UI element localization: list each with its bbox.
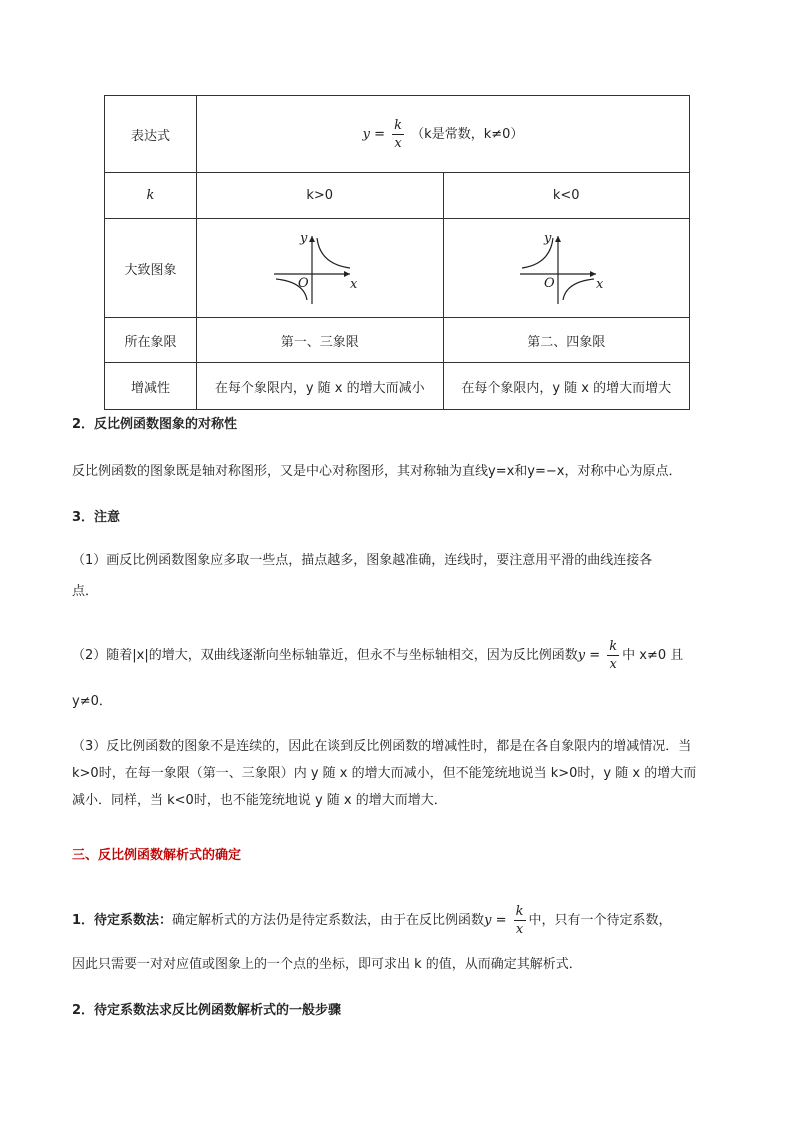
- graph-label: 大致图象: [105, 219, 197, 318]
- note-1-line-2: 点．: [72, 584, 99, 599]
- expr-formula: y = $\frac{k}{x}$ （k是常数，k≠0）: [197, 96, 690, 173]
- x-axis-label: x: [596, 277, 604, 292]
- method-1-line-1: 1．待定系数法：确定解析式的方法仍是待定系数法，由于在反比例函数y = $\frac{k}{x}$ 中，只有一个待定系数，: [72, 904, 672, 937]
- note-2-line-1: （2）随着|x|的增大，双曲线逐渐向坐标轴靠近，但永不与坐标轴相交，因为反比例函数y = $\frac{k}{x}$ 中 x≠0 且: [72, 639, 684, 672]
- section-2-title: 2．反比例函数图象的对称性: [72, 417, 238, 432]
- quadrant-k-negative: 第二、四象限: [443, 318, 690, 363]
- k-label: k: [105, 173, 197, 219]
- quadrant-k-positive: 第一、三象限: [197, 318, 444, 363]
- origin-label: O: [297, 276, 309, 291]
- k-positive-header: k>0: [197, 173, 444, 219]
- section-2-body: 反比例函数的图象既是轴对称图形，又是中心对称图形，其对称轴为直线y=x和y=−x，对称中心为原点．: [72, 464, 682, 479]
- section-3-title: 3．注意: [72, 510, 121, 525]
- part-3-heading: 三、反比例函数解析式的确定: [72, 848, 242, 863]
- fraction-k-over-x: $\frac{k}{x}$: [609, 639, 618, 672]
- monotonicity-k-negative: 在每个象限内，y 随 x 的增大而增大: [443, 363, 690, 410]
- graph-k-positive: [197, 219, 444, 318]
- method-2-title: 2．待定系数法求反比例函数解析式的一般步骤: [72, 1003, 342, 1018]
- note-3-line-3: 减小．同样，当 k<0时，也不能笼统地说 y 随 x 的增大而增大．: [72, 793, 447, 808]
- note-1-line-1: （1）画反比例函数图象应多取一些点，描点越多，图象越准确，连线时，要注意用平滑的曲线连接各: [72, 553, 653, 568]
- x-axis-label: x: [349, 277, 358, 292]
- k-negative-header: k<0: [443, 173, 690, 219]
- y-axis-label: y: [544, 231, 552, 246]
- expr-label: 表达式: [105, 96, 197, 173]
- monotonicity-k-positive: 在每个象限内，y 随 x 的增大而减小: [197, 363, 444, 410]
- hyperbola-q1-q3-graph: [270, 226, 370, 306]
- method-1-line-2: 因此只需要一对对应值或图象上的一个点的坐标，即可求出 k 的值，从而确定其解析式．: [72, 957, 582, 972]
- formula-note: （k是常数，k≠0）: [411, 126, 524, 142]
- note-3-line-2: k>0时，在每一象限（第一、三象限）内 y 随 x 的增大而减小，但不能笼统地说当 k>0时，y 随 x 的增大而: [72, 766, 697, 781]
- origin-label: O: [544, 276, 555, 291]
- fraction-k-over-x: $\frac{k}{x}$: [394, 117, 403, 151]
- properties-table: [104, 95, 690, 410]
- y-axis-label: y: [299, 231, 308, 246]
- fraction-k-over-x: $\frac{k}{x}$: [515, 904, 524, 937]
- graph-k-negative: [443, 219, 690, 318]
- monotonicity-label: 增减性: [105, 363, 197, 410]
- note-3-line-1: （3）反比例函数的图象不是连续的，因此在谈到反比例函数的增减性时，都是在各自象限内的增减情况．当: [72, 739, 692, 754]
- quadrant-label: 所在象限: [105, 318, 197, 363]
- note-2-line-2: y≠0．: [72, 694, 112, 709]
- hyperbola-q2-q4-graph: [516, 226, 616, 306]
